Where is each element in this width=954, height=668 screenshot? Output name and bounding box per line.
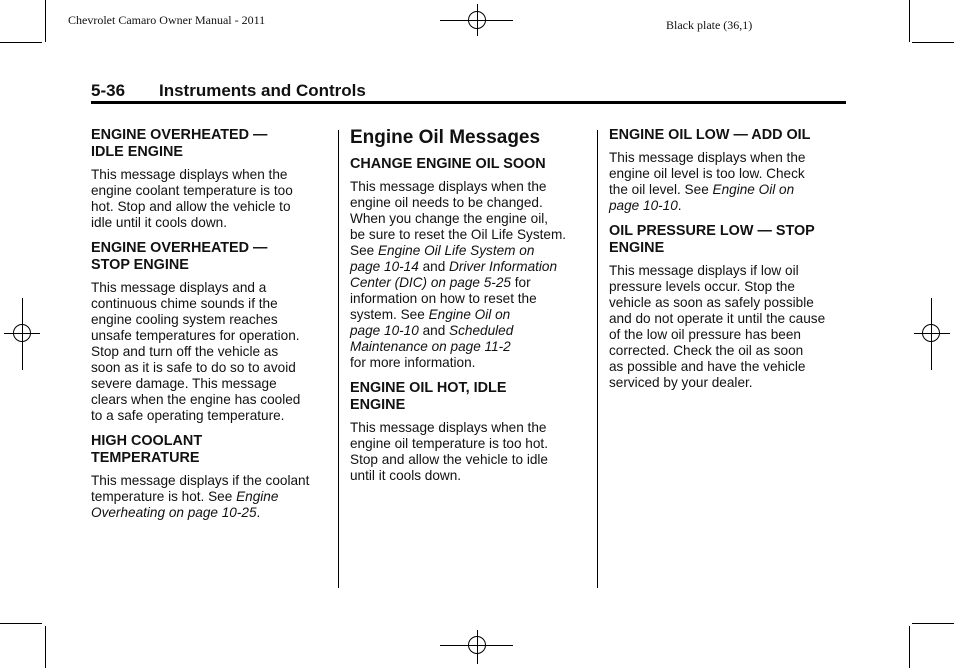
subheading-high-coolant-temperature: HIGH COOLANT TEMPERATURE [91, 433, 203, 466]
manual-title: Chevrolet Camaro Owner Manual - 2011 [68, 13, 266, 27]
cross-reference-link[interactable]: Engine Oil on [712, 182, 795, 197]
section-title: Instruments and Controls [159, 81, 366, 100]
paragraph: This message displays when the engine oil needs to be changed. When you change the engine oil, be sure to reset the Oil Life System. See Engine Oil Life System on page 10-14 and Driver Information Center (DIC) on page 5-25 for information on how to reset the system. See Engine Oil on page 10-10 and Scheduled Maintenance on page 11-2 for more information. [350, 179, 567, 370]
paragraph: This message displays if the coolant temperature is hot. See Engine Overheating on page 10-25. [91, 473, 310, 520]
column-divider [597, 130, 598, 588]
page-number: 5-36 [91, 81, 126, 100]
subheading-engine-overheated-idle: ENGINE OVERHEATED — IDLE ENGINE [91, 127, 268, 160]
cross-reference-link[interactable]: Engine [236, 489, 279, 504]
paragraph: This message displays when the engine oil temperature is too hot. Stop and allow the vehicle to idle until it cools down. [350, 420, 548, 483]
paragraph: This message displays when the engine oil level is too low. Check the oil level. See Engine Oil on page 10-10. [609, 150, 806, 213]
plate-label: Black plate (36,1) [666, 18, 753, 32]
page-heading [91, 81, 846, 101]
subheading-engine-oil-hot: ENGINE OIL HOT, IDLE ENGINE [350, 380, 507, 413]
cross-reference-link[interactable]: page 10-10 [350, 323, 419, 338]
column-2 [350, 127, 586, 493]
subheading-change-engine-oil-soon: CHANGE ENGINE OIL SOON [350, 156, 546, 172]
column-3 [609, 127, 846, 400]
cross-reference-link[interactable]: page 10-14 [350, 259, 419, 274]
section-heading-engine-oil-messages: Engine Oil Messages [350, 127, 541, 148]
subheading-engine-overheated-stop: ENGINE OVERHEATED — STOP ENGINE [91, 240, 268, 273]
column-1 [91, 127, 329, 530]
cross-reference-link[interactable]: Scheduled [449, 323, 514, 338]
cross-reference-link[interactable]: Center (DIC) on page 5-25 [350, 275, 511, 290]
paragraph: This message displays and a continuous chime sounds if the engine cooling system reaches unsafe temperatures for operation. Stop and turn off the vehicle as soon as it is safe to do so to avoid severe damage. This message clears when the engine has cooled to a safe operating temperature. [91, 280, 301, 423]
cross-reference-link[interactable]: Driver Information [449, 259, 558, 274]
cross-reference-link[interactable]: page 10-10 [609, 198, 678, 213]
subheading-oil-pressure-low: OIL PRESSURE LOW — STOP ENGINE [609, 223, 815, 256]
paragraph: This message displays if low oil pressure levels occur. Stop the vehicle as soon as safely possible and do not operate it until the cause of the low oil pressure has been corrected. Check the oil as soon as possible and have the vehicle serviced by your dealer. [609, 263, 826, 390]
heading-rule [91, 101, 846, 104]
cross-reference-link[interactable]: Engine Oil Life System on [377, 243, 535, 258]
cross-reference-link[interactable]: Overheating on page 10-25 [91, 505, 257, 520]
column-divider [338, 130, 339, 588]
cross-reference-link[interactable]: Maintenance on page 11-2 [350, 339, 511, 354]
cross-reference-link[interactable]: Engine Oil on [428, 307, 511, 322]
subheading-engine-oil-low: ENGINE OIL LOW — ADD OIL [609, 127, 811, 143]
paragraph: This message displays when the engine coolant temperature is too hot. Stop and allow the vehicle to idle until it cools down. [91, 167, 293, 230]
